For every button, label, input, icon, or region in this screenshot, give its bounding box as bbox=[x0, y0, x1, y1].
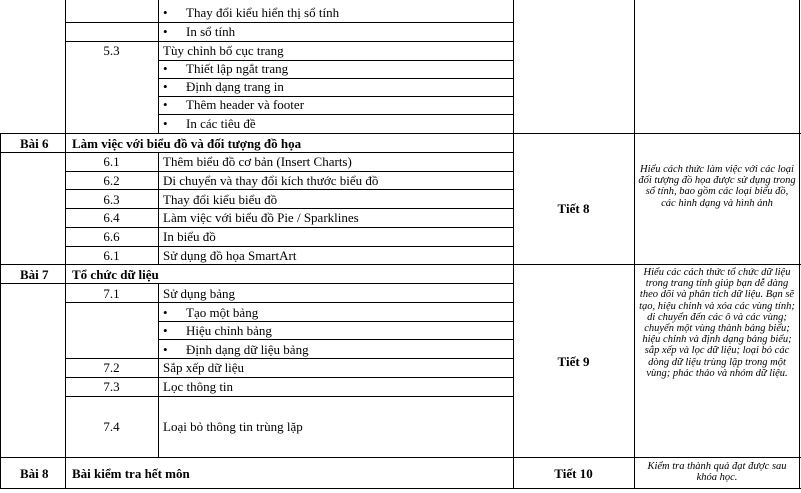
objective-note: Kiểm tra thành quả đạt được sau khóa học. bbox=[647, 461, 787, 484]
row-divider bbox=[158, 114, 513, 115]
bullet-marker: • bbox=[163, 342, 168, 357]
section-number: 5.3 bbox=[103, 43, 120, 58]
column-divider bbox=[634, 0, 635, 489]
lesson-title: Tổ chức dữ liệu bbox=[72, 267, 159, 282]
objective-note: Hiểu cách thức làm việc với các loại đối tượng đồ họa được sử dụng trong sổ tính, bao gồm các loại biểu đồ, các hình dạng và hình ảnh bbox=[638, 164, 796, 209]
row-divider bbox=[65, 41, 513, 42]
bullet-item-text: Thêm header và footer bbox=[186, 97, 305, 112]
section-number: 6.3 bbox=[103, 192, 120, 207]
section-title: In biểu đồ bbox=[163, 229, 216, 244]
column-divider bbox=[158, 152, 159, 264]
section-number: 7.2 bbox=[103, 360, 120, 375]
bullet-item-text: Hiệu chỉnh bảng bbox=[186, 323, 272, 338]
section-title: Di chuyển và thay đổi kích thước biểu đồ bbox=[163, 173, 379, 188]
row-divider bbox=[0, 488, 801, 489]
section-title: Thêm biểu đồ cơ bản (Insert Charts) bbox=[163, 154, 352, 169]
section-title: Thay đổi kiểu biểu đồ bbox=[163, 192, 278, 207]
bullet-marker: • bbox=[163, 116, 168, 131]
row-divider bbox=[65, 396, 513, 397]
bullet-marker: • bbox=[163, 323, 168, 338]
row-divider bbox=[65, 246, 513, 247]
bullet-item-text: Thay đổi kiểu hiển thị sổ tính bbox=[186, 5, 340, 20]
lesson-number: Bài 6 bbox=[20, 136, 49, 151]
column-divider bbox=[65, 0, 66, 489]
lesson-title: Làm việc với biểu đồ và đối tượng đồ họa bbox=[72, 136, 302, 151]
row-divider bbox=[158, 321, 513, 322]
period-label: Tiết 8 bbox=[557, 201, 590, 216]
row-divider bbox=[65, 189, 513, 190]
section-number: 6.4 bbox=[103, 210, 120, 225]
bullet-item-text: In các tiêu đề bbox=[186, 116, 256, 131]
column-divider bbox=[0, 133, 1, 489]
section-title: Sử dụng đồ họa SmartArt bbox=[163, 248, 297, 263]
bullet-item-text: In sổ tính bbox=[186, 24, 236, 39]
section-title: Tùy chỉnh bố cục trang bbox=[163, 43, 284, 58]
row-divider bbox=[65, 377, 513, 378]
column-divider bbox=[799, 0, 800, 489]
section-number: 7.3 bbox=[103, 379, 120, 394]
section-title: Loại bỏ thông tin trùng lặp bbox=[163, 419, 303, 434]
column-divider bbox=[158, 283, 159, 457]
period-label: Tiết 10 bbox=[554, 466, 593, 481]
bullet-item-text: Thiết lập ngắt trang bbox=[186, 61, 289, 76]
bullet-marker: • bbox=[163, 61, 168, 76]
bullet-marker: • bbox=[163, 305, 168, 320]
period-label: Tiết 9 bbox=[557, 354, 590, 369]
section-number: 6.1 bbox=[103, 248, 120, 263]
section-title: Sắp xếp dữ liệu bbox=[163, 360, 245, 375]
bullet-marker: • bbox=[163, 79, 168, 94]
bullet-marker: • bbox=[163, 5, 168, 20]
row-divider bbox=[65, 171, 513, 172]
section-title: Lọc thông tin bbox=[163, 379, 234, 394]
section-number: 7.1 bbox=[103, 286, 120, 301]
bullet-marker: • bbox=[163, 24, 168, 39]
column-divider bbox=[513, 0, 514, 489]
row-divider bbox=[65, 358, 513, 359]
row-divider bbox=[65, 22, 513, 23]
row-divider bbox=[65, 208, 513, 209]
row-divider bbox=[0, 457, 801, 458]
section-number: 6.2 bbox=[103, 173, 120, 188]
objective-note: Hiểu các cách thức tổ chức dữ liệu trong trang tính giúp bạn dễ dàng theo dõi và phân tích dữ liệu. Bạn sẽ tạo, hiệu chỉnh và xóa các vùng tính; di chuyển đến các ô và các vùng; chuyển một vùng thành bảng biểu; hiệu chỉnh và định dạng bảng biểu; sắp xếp và lọc dữ liệu; loại bỏ các dòng dữ liệu trùng lặp trong một vùng; phác thảo và nhóm dữ liệu. bbox=[639, 267, 795, 379]
bullet-item-text: Định dạng dữ liệu bảng bbox=[186, 342, 309, 357]
section-number: 6.6 bbox=[103, 229, 120, 244]
section-title: Sử dụng bảng bbox=[163, 286, 236, 301]
lesson-number: Bài 7 bbox=[20, 267, 49, 282]
lesson-title: Bài kiểm tra hết môn bbox=[72, 466, 190, 481]
row-divider bbox=[65, 227, 513, 228]
section-title: Làm việc với biểu đồ Pie / Sparklines bbox=[163, 210, 359, 225]
row-divider bbox=[0, 264, 801, 265]
column-divider bbox=[158, 0, 159, 133]
row-divider bbox=[0, 283, 513, 284]
section-number: 7.4 bbox=[103, 419, 120, 434]
row-divider bbox=[0, 152, 513, 153]
bullet-item-text: Định dạng trang in bbox=[186, 79, 284, 94]
lesson-number: Bài 8 bbox=[20, 466, 49, 481]
row-divider bbox=[65, 302, 513, 303]
bullet-marker: • bbox=[163, 97, 168, 112]
row-divider bbox=[158, 339, 513, 340]
section-number: 6.1 bbox=[103, 154, 120, 169]
bullet-item-text: Tạo một bảng bbox=[186, 305, 259, 320]
row-divider bbox=[0, 133, 801, 134]
